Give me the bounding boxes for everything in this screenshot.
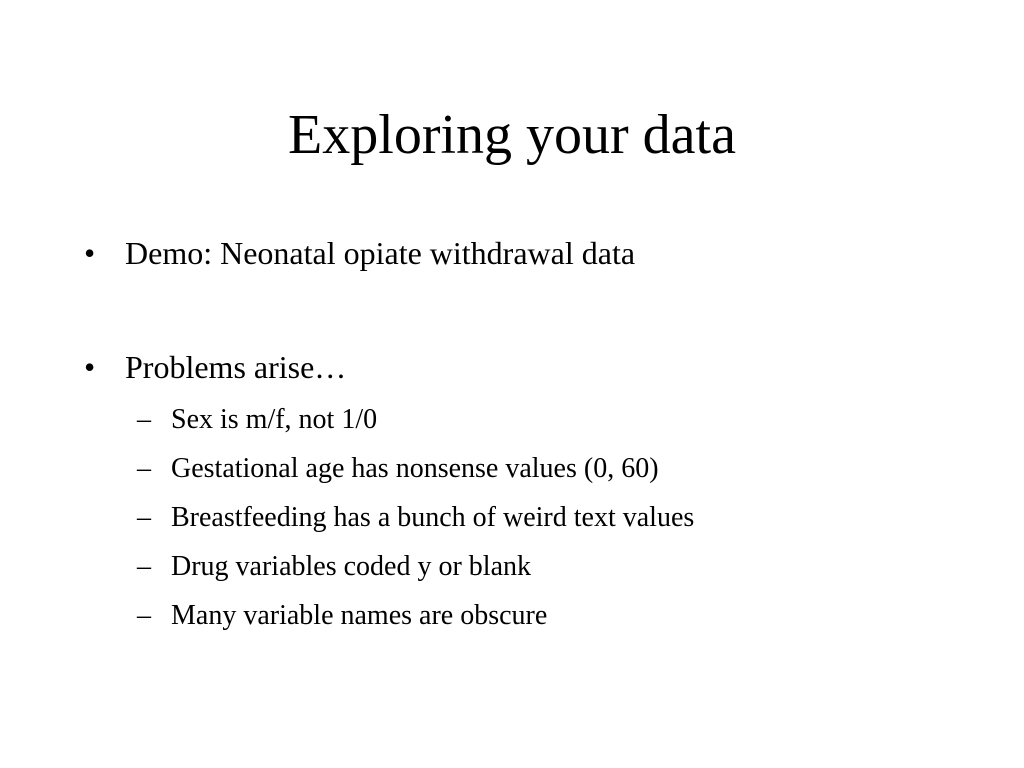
sub-bullet-marker: – bbox=[137, 404, 151, 435]
sub-bullet-text: Breastfeeding has a bunch of weird text values bbox=[171, 502, 695, 533]
sub-bullet-item bbox=[137, 501, 694, 535]
sub-bullet-marker: – bbox=[137, 600, 151, 631]
bullet-text: Problems arise… bbox=[125, 349, 347, 385]
sub-bullet-text: Gestational age has nonsense values (0, 60) bbox=[171, 453, 659, 484]
sub-bullet-marker: – bbox=[137, 502, 151, 533]
sub-bullet-text: Sex is m/f, not 1/0 bbox=[171, 404, 378, 435]
sub-bullet-item bbox=[137, 452, 659, 486]
bullet-marker: • bbox=[84, 349, 96, 385]
sub-bullet-marker: – bbox=[137, 551, 151, 582]
bullet-marker: • bbox=[84, 235, 96, 271]
sub-bullet-item bbox=[137, 403, 377, 437]
sub-bullet-text: Drug variables coded y or blank bbox=[171, 551, 531, 582]
bullet-item bbox=[84, 347, 346, 387]
sub-bullet-text: Many variable names are obscure bbox=[171, 600, 548, 631]
slide-title: Exploring your data bbox=[288, 104, 736, 166]
sub-bullet-item bbox=[137, 550, 531, 584]
bullet-text: Demo: Neonatal opiate withdrawal data bbox=[125, 235, 636, 271]
sub-bullet-marker: – bbox=[137, 453, 151, 484]
bullet-item bbox=[84, 233, 635, 273]
sub-bullet-item bbox=[137, 599, 547, 633]
